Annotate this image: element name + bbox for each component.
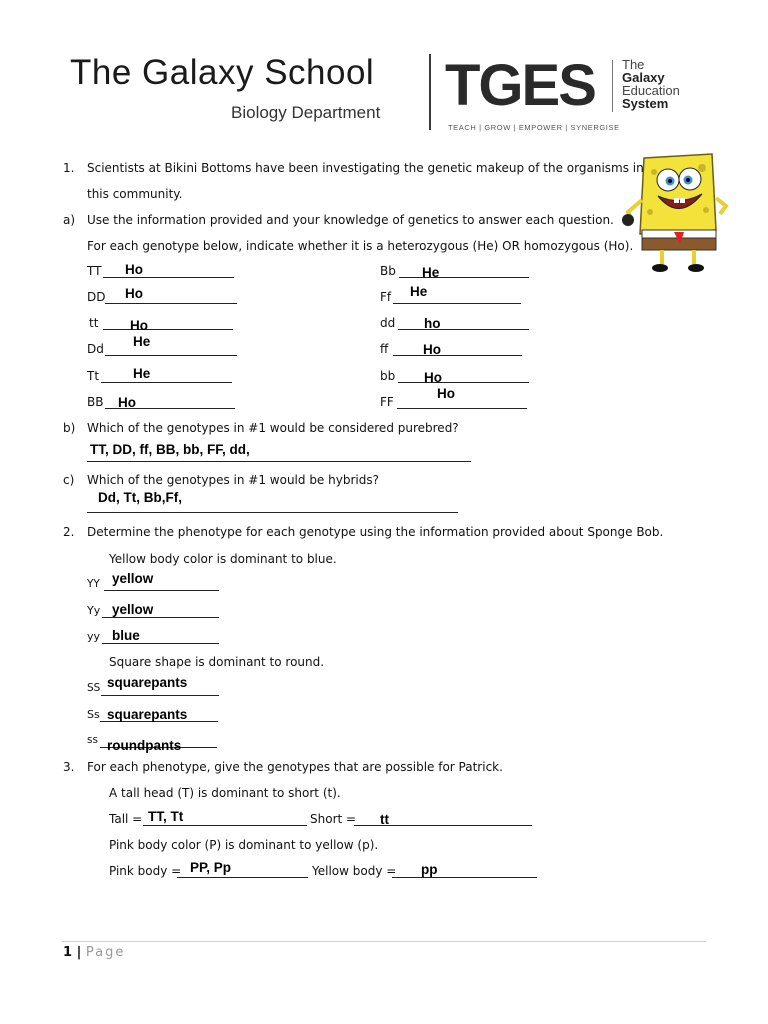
q1-number: 1. — [63, 161, 75, 175]
page-word: Page — [85, 945, 126, 960]
logo-tagline: TEACH | GROW | EMPOWER | SYNERGISE — [448, 123, 620, 132]
handwritten-answer: He — [422, 265, 440, 280]
genotype-label: Dd — [87, 342, 104, 356]
tall-answer: TT, Tt — [148, 809, 184, 824]
short-label: Short = — [310, 812, 357, 826]
handwritten-answer: roundpants — [107, 738, 182, 753]
answer-line — [103, 277, 234, 278]
handwritten-answer: Ho — [423, 342, 441, 357]
handwritten-answer: Ho — [118, 395, 136, 410]
genotype-label: DD — [87, 290, 106, 304]
pink-body-label: Pink body = — [109, 864, 182, 878]
genotype-label: bb — [380, 369, 396, 383]
answer-line — [177, 877, 308, 878]
q1-text-line1: Scientists at Bikini Bottoms have been investigating the genetic makeup of the organisms in — [87, 161, 644, 175]
handwritten-answer: Ho — [424, 370, 442, 385]
q1a-label: a) — [63, 213, 76, 227]
answer-line — [393, 355, 522, 356]
handwritten-answer: Ho — [437, 386, 455, 401]
handwritten-answer: yellow — [112, 571, 154, 586]
answer-line — [393, 303, 521, 304]
genotype-label: Yy — [87, 604, 101, 617]
q3-number: 3. — [63, 760, 75, 774]
department-name: Biology Department — [231, 103, 381, 122]
handwritten-answer: Ho — [125, 262, 143, 277]
q1c-label: c) — [63, 473, 75, 487]
q1b-answer-line — [87, 461, 471, 462]
answer-line — [105, 355, 237, 356]
answer-line — [392, 877, 537, 878]
short-answer: tt — [380, 812, 389, 827]
q2-color-rule: Yellow body color is dominant to blue. — [109, 552, 337, 566]
logo-wordmark: TGES — [445, 53, 595, 118]
q1b-text: Which of the genotypes in #1 would be considered purebred? — [87, 421, 459, 435]
handwritten-answer: squarepants — [107, 707, 188, 722]
yellow-body-answer: pp — [421, 862, 438, 877]
answer-line — [105, 303, 237, 304]
q3-text: For each phenotype, give the genotypes that are possible for Patrick. — [87, 760, 503, 774]
genotype-label: ss — [87, 734, 98, 746]
answer-line — [399, 277, 529, 278]
handwritten-answer: ho — [424, 316, 441, 331]
answer-line — [104, 590, 219, 591]
genotype-label: Ss — [87, 708, 100, 721]
answer-line — [398, 329, 529, 330]
genotype-label: Tt — [87, 369, 100, 383]
tall-label: Tall = — [109, 812, 143, 826]
handwritten-answer: He — [410, 284, 428, 299]
genotype-label: FF — [380, 395, 394, 409]
page-number: 1 — [63, 945, 73, 960]
answer-line — [398, 382, 529, 383]
genotype-label: YY — [87, 578, 100, 590]
q1c-answer-line — [87, 512, 458, 513]
genotype-label: dd — [380, 316, 396, 330]
logo-line-1: The — [622, 57, 645, 72]
answer-line — [101, 695, 219, 696]
genotype-label: ff — [380, 342, 389, 356]
handwritten-answer: Ho — [130, 318, 148, 333]
q1a-text-line2: For each genotype below, indicate whether it is a heterozygous (He) OR homozygous (Ho). — [87, 239, 634, 253]
school-name: The Galaxy School — [70, 53, 375, 92]
handwritten-answer: blue — [112, 628, 140, 643]
yellow-body-label: Yellow body = — [312, 864, 397, 878]
genotype-label: TT — [87, 264, 102, 278]
page-separator: | — [76, 945, 82, 960]
handwritten-answer: He — [133, 334, 151, 349]
logo-line-3: Education — [622, 83, 680, 98]
q1c-answer: Dd, Tt, Bb,Ff, — [98, 490, 182, 505]
handwritten-answer: squarepants — [107, 675, 188, 690]
handwritten-answer: yellow — [112, 602, 154, 617]
header-divider — [429, 54, 431, 130]
q1a-text-line1: Use the information provided and your knowledge of genetics to answer each question. — [87, 213, 614, 227]
q1b-answer: TT, DD, ff, BB, bb, FF, dd, — [90, 442, 250, 457]
footer-divider — [62, 941, 706, 942]
answer-line — [143, 825, 307, 826]
answer-line — [103, 329, 233, 330]
logo-line-2: Galaxy — [622, 70, 665, 85]
answer-line — [397, 408, 527, 409]
logo-line-4: System — [622, 96, 669, 111]
genotype-label: tt — [89, 316, 99, 330]
answer-line — [102, 617, 219, 618]
q1b-label: b) — [63, 421, 76, 435]
pink-body-answer: PP, Pp — [190, 860, 232, 875]
answer-line — [101, 382, 232, 383]
genotype-label: Ff — [380, 290, 392, 304]
q1-text-line2: this community. — [87, 187, 183, 201]
page-footer — [63, 945, 125, 960]
logo-separator — [612, 60, 613, 112]
genotype-label: Bb — [380, 264, 396, 278]
q3-tall-rule: A tall head (T) is dominant to short (t). — [109, 786, 341, 800]
q3-pink-rule: Pink body color (P) is dominant to yellow (p). — [109, 838, 379, 852]
genotype-label: BB — [87, 395, 104, 409]
genotype-label: SS — [87, 682, 101, 694]
handwritten-answer: He — [133, 366, 151, 381]
q2-text: Determine the phenotype for each genotype using the information provided about Sponge Bob. — [87, 525, 664, 539]
handwritten-answer: Ho — [125, 286, 143, 301]
q1c-text: Which of the genotypes in #1 would be hybrids? — [87, 473, 379, 487]
q2-number: 2. — [63, 525, 75, 539]
genotype-label: yy — [87, 630, 101, 643]
q2-shape-rule: Square shape is dominant to round. — [109, 655, 325, 669]
answer-line — [102, 643, 219, 644]
